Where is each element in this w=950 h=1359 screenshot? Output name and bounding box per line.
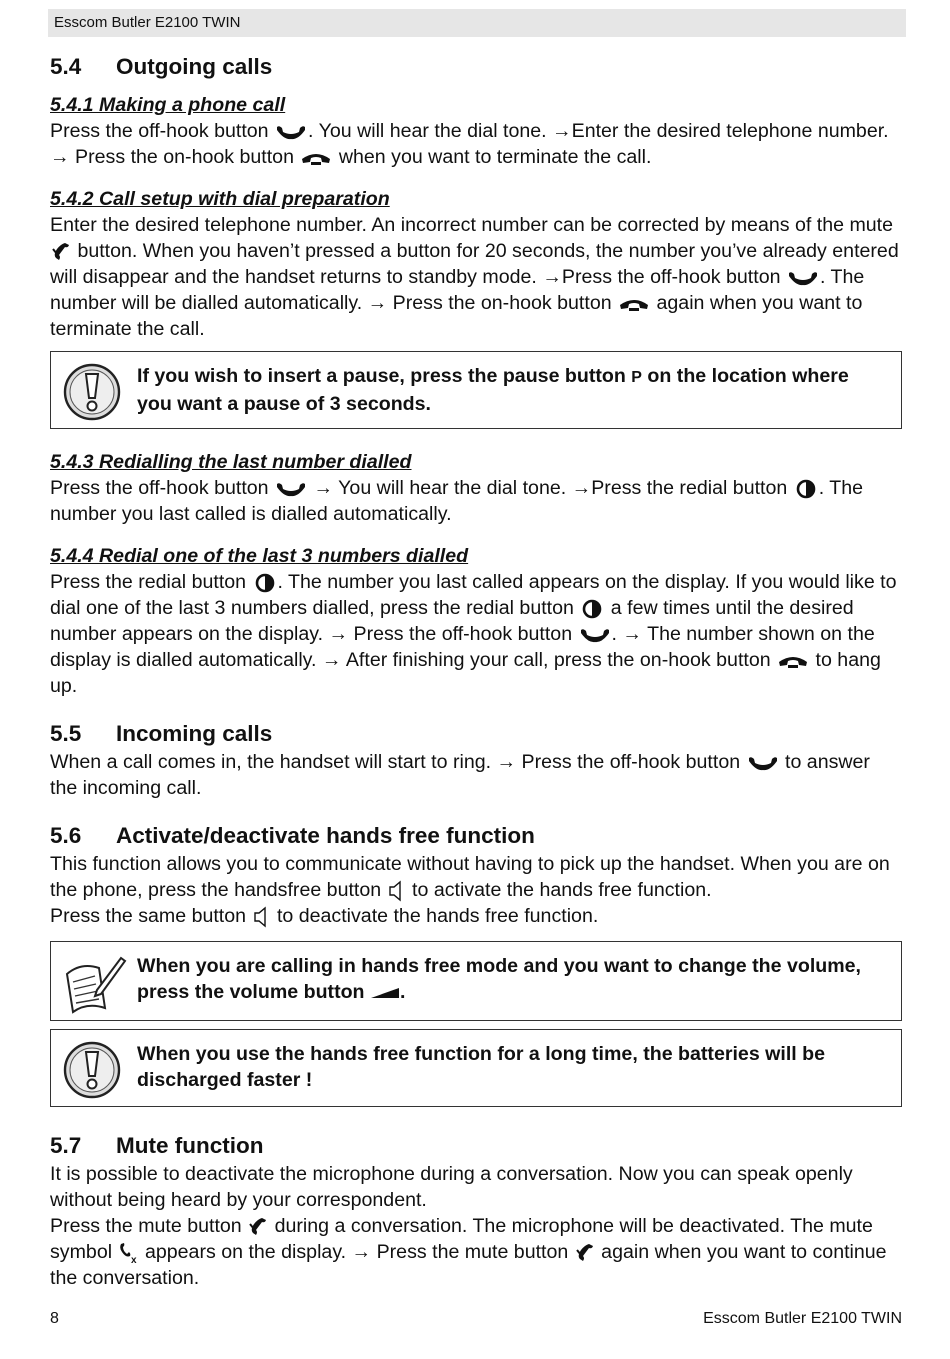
section-5-4-4-text: Press the redial button . The number you last called appears on the display. If you would like to dial one of the last 3 numbers dialled, press the redial button a few times until the desired number appears on the display. → Press the off-hook button . → The number shown on the display is dialled automatically. → After finishing your call, press the on-hook button to hang up. <box>50 571 897 697</box>
section-5-4-4-heading: 5.4.4 Redial one of the last 3 numbers dialled <box>50 545 469 567</box>
mute-icon <box>50 241 72 263</box>
redial-icon <box>252 573 278 593</box>
page-content <box>50 52 902 1291</box>
note-volume: When you are calling in hands free mode and you want to change the volume, press the volume button . <box>50 941 902 1021</box>
speaker-icon <box>252 906 272 928</box>
onhook-icon <box>299 149 333 167</box>
redial-icon <box>579 599 605 619</box>
notepad-icon <box>61 952 127 1025</box>
footer-title: Esscom Butler E2100 TWIN <box>703 1310 902 1327</box>
section-5-4-heading: 5.4 Outgoing calls <box>50 54 273 79</box>
mute-symbol-icon <box>118 1241 140 1265</box>
redial-icon <box>793 479 819 499</box>
volume-icon <box>370 986 400 1000</box>
section-5-4-1-heading: 5.4.1 Making a phone call <box>50 94 286 116</box>
offhook-icon <box>274 124 308 140</box>
offhook-icon <box>274 481 308 497</box>
section-5-7-text: Press the mute button during a conversation. The microphone will be deactivated. The mute symbol x appears on the display. → Press the mute button again when you want to continue the conversation. <box>50 1215 887 1289</box>
offhook-icon <box>746 755 780 771</box>
onhook-icon <box>617 295 651 313</box>
section-5-6-heading: 5.6 Activate/deactivate hands free function <box>50 823 535 848</box>
section-5-5-text: When a call comes in, the handset will start to ring. → Press the off-hook button to answer the incoming call. <box>50 751 870 799</box>
offhook-icon <box>578 627 612 643</box>
mute-icon <box>247 1216 269 1238</box>
section-5-7-heading: 5.7 Mute function <box>50 1133 264 1158</box>
note-pause: If you wish to insert a pause, press the pause button P on the location where you want a pause of 3 seconds. <box>50 351 902 429</box>
section-5-4-1-text: Press the off-hook button . You will hear the dial tone. →Enter the desired telephone number. → Press the on-hook button when you want to terminate the call. <box>50 120 889 168</box>
exclamation-icon <box>61 362 123 429</box>
note-batteries: When you use the hands free function for a long time, the batteries will be discharged faster ! <box>50 1029 902 1107</box>
section-5-5-heading: 5.5 Incoming calls <box>50 721 273 746</box>
mute-icon <box>574 1242 596 1264</box>
onhook-icon <box>776 652 810 670</box>
section-5-7-intro: It is possible to deactivate the microphone during a conversation. Now you can speak openly without being heard by your correspondent. <box>50 1163 853 1211</box>
section-5-4-3-heading: 5.4.3 Redialling the last number dialled <box>50 451 412 473</box>
page-number: 8 <box>50 1310 59 1327</box>
exclamation-icon <box>61 1040 123 1107</box>
pause-button-symbol: P <box>631 369 642 386</box>
section-5-4-3-text: Press the off-hook button → You will hear the dial tone. →Press the redial button . The number you last called is dialled automatically. <box>50 477 864 525</box>
speaker-icon <box>387 880 407 902</box>
section-5-4-2-text: Enter the desired telephone number. An incorrect number can be corrected by means of the mute button. When you haven’t pressed a button for 20 seconds, the number you’ve already entered will disappear and the handset returns to standby mode. →Press the off-hook button . The number will be dialled automatically. → Press the on-hook button again when you want to terminate the call. <box>50 214 899 340</box>
section-5-6-text: This function allows you to communicate without having to pick up the handset. When you are on the phone, press the handsfree button to activate the hands free function. Press the same button to deactivate the hands free function. <box>50 853 890 927</box>
svg-text:x: x <box>130 1254 137 1265</box>
section-5-4-2-heading: 5.4.2 Call setup with dial preparation <box>50 188 390 210</box>
offhook-icon <box>786 270 820 286</box>
page-header: Esscom Butler E2100 TWIN <box>48 9 906 37</box>
